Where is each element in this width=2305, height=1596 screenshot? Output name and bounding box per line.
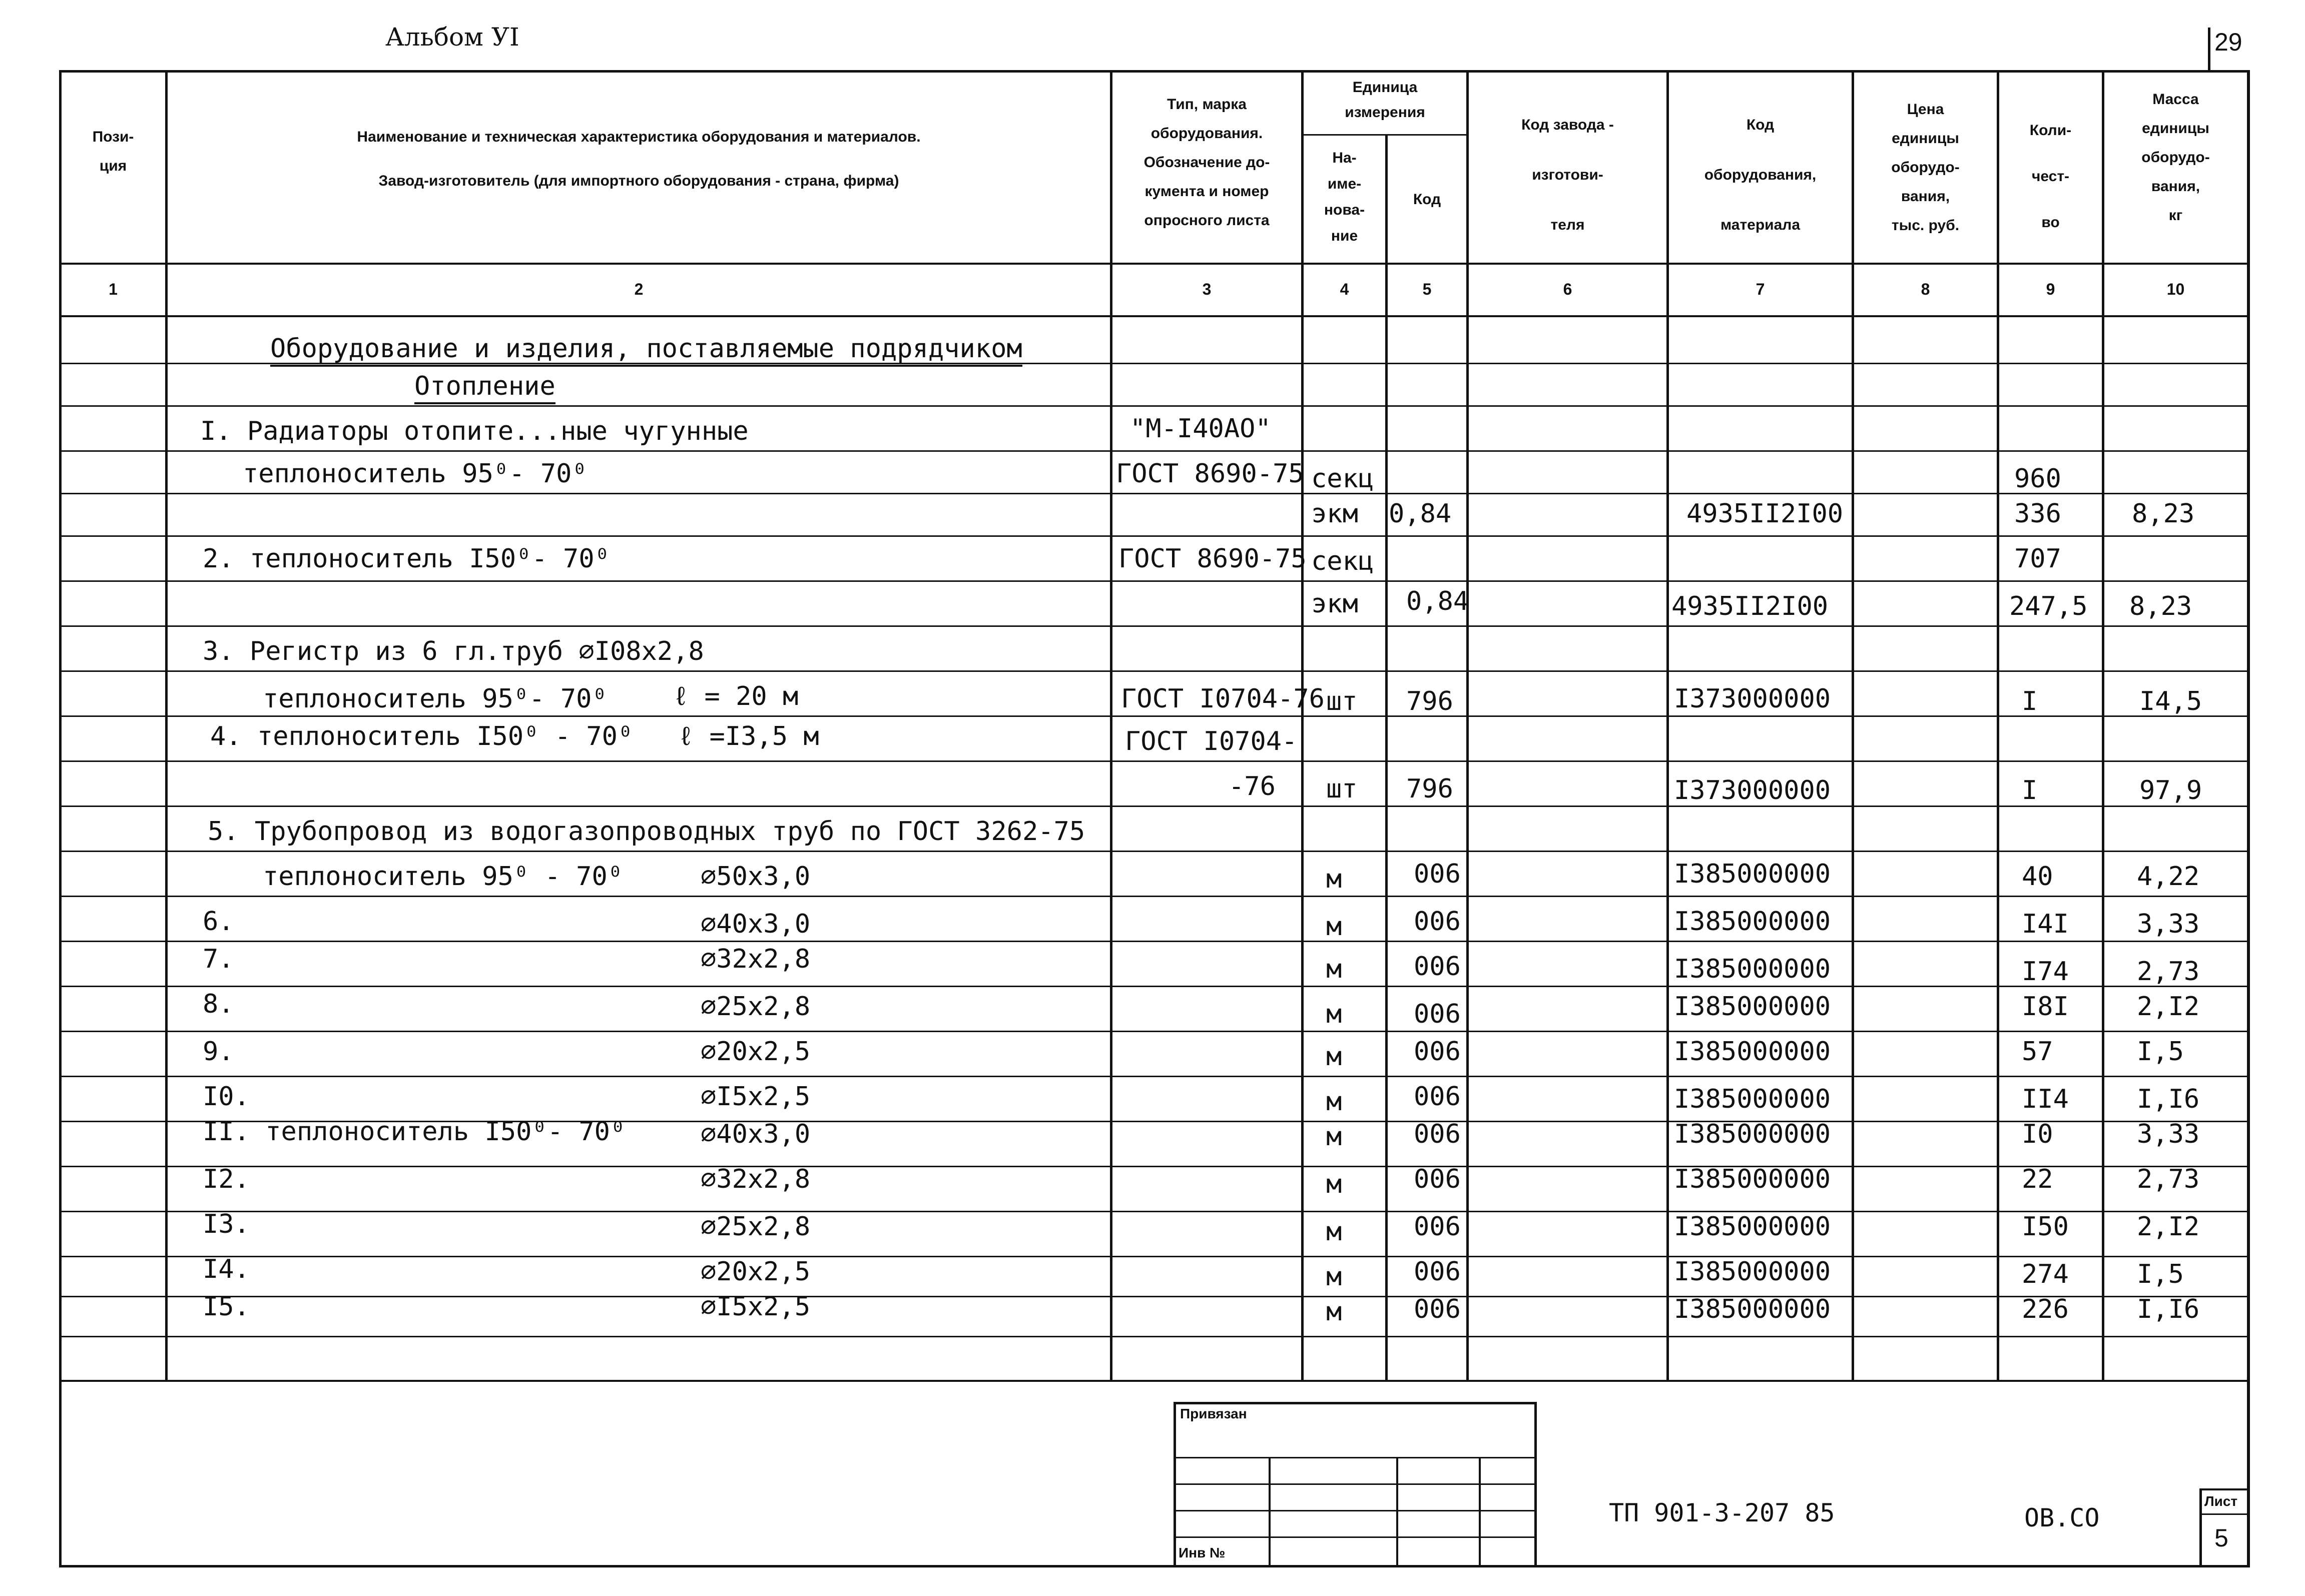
row-material: I385000000 <box>1674 1212 1831 1242</box>
row-unit: м <box>1326 1087 1342 1117</box>
header-name: Наименование и техническая характеристика оборудования и материалов. <box>357 129 921 145</box>
row-name: 5. Трубопровод из водогазопроводных труб по ГОСТ 3262-75 <box>208 817 1085 847</box>
header-price-5: тыс. руб. <box>1891 217 1960 234</box>
row-unit: м <box>1326 1042 1342 1072</box>
row-name: I0. <box>203 1082 250 1112</box>
header-unit-name-2: име- <box>1327 176 1362 192</box>
row-qty: I <box>2022 775 2038 806</box>
row-code: 0,84 <box>1406 586 1469 616</box>
row-mass: 3,33 <box>2137 1119 2200 1149</box>
row-name: I5. <box>203 1292 250 1322</box>
row-extra: ∅25x2,8 <box>701 992 811 1022</box>
row-qty: I0 <box>2022 1119 2053 1149</box>
row-name: 6. <box>203 907 234 937</box>
row-type: ГОСТ I0704-76 <box>1121 684 1325 714</box>
row-unit: м <box>1326 1169 1342 1199</box>
header-plant-code: Код завода - <box>1521 117 1614 133</box>
header-quantity-2: чест- <box>2031 168 2070 185</box>
row-code: 0,84 <box>1389 499 1452 529</box>
header-mass-4: вания, <box>2151 178 2200 195</box>
row-code: 006 <box>1414 1119 1461 1149</box>
row-qty: 707 <box>2014 544 2061 574</box>
row-code: 006 <box>1414 952 1461 982</box>
row-name: 9. <box>203 1037 234 1067</box>
row-qty: I50 <box>2022 1212 2069 1242</box>
row-code: 006 <box>1414 1257 1461 1287</box>
header-unit-code: Код <box>1413 191 1441 208</box>
row-name: теплоноситель 95⁰- 70⁰ <box>263 684 608 714</box>
row-name: теплоноситель 95⁰ - 70⁰ <box>263 862 624 892</box>
colnum-9: 9 <box>2046 280 2055 298</box>
row-qty: II4 <box>2022 1084 2069 1114</box>
colnum-5: 5 <box>1422 280 1432 298</box>
row-code: 006 <box>1414 1164 1461 1194</box>
row-qty: I4I <box>2022 909 2069 939</box>
row-type: "М-I40АО" <box>1130 414 1271 444</box>
header-mass-3: оборудо- <box>2141 149 2210 166</box>
header-material-code-2: оборудования, <box>1704 167 1817 183</box>
colnum-7: 7 <box>1756 280 1765 298</box>
colnum-10: 10 <box>2166 280 2185 298</box>
subsection-heading: Отопление <box>414 370 555 404</box>
header-price-3: оборудо- <box>1891 159 1960 176</box>
row-material: I385000000 <box>1674 1164 1831 1194</box>
row-unit: м <box>1326 999 1342 1029</box>
row-code: 006 <box>1414 999 1461 1029</box>
row-extra: ∅40x3,0 <box>701 909 811 939</box>
header-plant-code-2: изготови- <box>1532 167 1603 183</box>
row-material: I385000000 <box>1674 907 1831 937</box>
row-mass: 2,73 <box>2137 1164 2200 1194</box>
colnum-3: 3 <box>1202 280 1212 298</box>
row-qty: 22 <box>2022 1164 2053 1194</box>
header-unit-name-4: ние <box>1331 228 1358 244</box>
row-unit: секц <box>1311 464 1374 494</box>
row-mass: 2,I2 <box>2137 992 2200 1022</box>
header-position: Пози- <box>92 129 134 145</box>
row-mass: I,I6 <box>2137 1084 2200 1114</box>
row-material: I385000000 <box>1674 859 1831 889</box>
row-extra: ∅40x3,0 <box>701 1119 811 1149</box>
header-price-4: вания, <box>1901 188 1950 205</box>
row-material: I385000000 <box>1674 1119 1831 1149</box>
row-material: I373000000 <box>1674 775 1831 806</box>
document-code: ТП 901-3-207 85 <box>1609 1498 1835 1527</box>
row-mass: 97,9 <box>2139 775 2202 806</box>
row-qty: 57 <box>2022 1037 2053 1067</box>
row-mass: I,I6 <box>2137 1294 2200 1324</box>
header-unit-group-2: измерения <box>1345 104 1425 121</box>
row-extra: ∅I5x2,5 <box>701 1082 811 1112</box>
row-material: I385000000 <box>1674 954 1831 984</box>
row-code: 006 <box>1414 1037 1461 1067</box>
header-unit-group: Единица <box>1352 79 1418 96</box>
row-name: I4. <box>203 1254 250 1284</box>
header-price: Цена <box>1907 101 1944 118</box>
row-unit: м <box>1326 954 1342 984</box>
row-name: 3. Регистр из 6 гл.труб ∅I08x2,8 <box>203 636 704 666</box>
row-material: I385000000 <box>1674 992 1831 1022</box>
header-unit-name: На- <box>1332 150 1357 166</box>
row-extra: ℓ = 20 м <box>673 681 799 711</box>
row-code: 796 <box>1406 686 1453 716</box>
row-unit: м <box>1326 1262 1342 1292</box>
album-title: Альбом УI <box>385 23 519 52</box>
row-mass: 8,23 <box>2132 499 2195 529</box>
row-code: 006 <box>1414 859 1461 889</box>
header-type-1: Тип, марка <box>1167 96 1247 113</box>
row-qty: 226 <box>2022 1294 2069 1324</box>
row-mass: 4,22 <box>2137 862 2200 892</box>
row-extra: ∅20x2,5 <box>701 1257 811 1287</box>
row-qty: 960 <box>2014 464 2061 494</box>
row-mass: I,5 <box>2137 1037 2184 1067</box>
row-name: теплоноситель 95⁰- 70⁰ <box>243 459 588 489</box>
row-type: ГОСТ 8690-75 <box>1118 544 1307 574</box>
row-mass: 2,73 <box>2137 957 2200 987</box>
row-material: I385000000 <box>1674 1037 1831 1067</box>
row-unit: м <box>1326 864 1342 894</box>
row-type: ГОСТ I0704- <box>1125 726 1298 756</box>
colnum-6: 6 <box>1563 280 1572 298</box>
row-mass: 8,23 <box>2129 591 2192 621</box>
row-qty: I74 <box>2022 957 2069 987</box>
inv-label: Инв № <box>1179 1545 1226 1560</box>
row-extra: ∅32x2,8 <box>701 944 811 974</box>
row-code: 006 <box>1414 1294 1461 1324</box>
row-material: 4935II2I00 <box>1686 499 1844 529</box>
sheet-number: 5 <box>2214 1524 2228 1552</box>
page-number: 29 <box>2214 28 2242 56</box>
section-heading: Оборудование и изделия, поставляемые подрядчиком <box>270 333 1022 367</box>
row-extra: ℓ =I3,5 м <box>678 721 819 751</box>
row-name: 4. теплоноситель I50⁰ - 70⁰ <box>210 721 634 751</box>
row-extra: ∅50x3,0 <box>701 862 811 892</box>
colnum-1: 1 <box>109 280 118 298</box>
colnum-8: 8 <box>1921 280 1930 298</box>
row-qty: 247,5 <box>2009 591 2088 621</box>
row-name: 2. теплоноситель I50⁰- 70⁰ <box>203 544 610 574</box>
header-type-5: опросного листа <box>1144 212 1270 229</box>
row-name: II. теплоноситель I50⁰- 70⁰ <box>203 1117 626 1147</box>
header-type-2: оборудования. <box>1150 125 1263 142</box>
row-extra: ∅32x2,8 <box>701 1164 811 1194</box>
row-code: 006 <box>1414 907 1461 937</box>
row-code: 006 <box>1414 1082 1461 1112</box>
header-quantity: Коли- <box>2029 122 2072 139</box>
row-material: I385000000 <box>1674 1084 1831 1114</box>
header-mass: Масса <box>2152 91 2199 108</box>
row-mass: I4,5 <box>2139 686 2202 716</box>
row-mass: I,5 <box>2137 1259 2184 1289</box>
row-unit: м <box>1326 1297 1342 1327</box>
row-material: I373000000 <box>1674 684 1831 714</box>
row-type: ГОСТ 8690-75 <box>1116 459 1304 489</box>
row-extra: ∅20x2,5 <box>701 1037 811 1067</box>
row-name: I2. <box>203 1164 250 1194</box>
row-type: -76 <box>1229 771 1276 802</box>
header-position-2: ция <box>99 158 127 174</box>
row-qty: I <box>2022 686 2038 716</box>
row-unit: м <box>1326 1217 1342 1247</box>
row-unit: экм <box>1311 499 1358 529</box>
header-price-2: единицы <box>1892 130 1959 147</box>
row-material: I385000000 <box>1674 1294 1831 1324</box>
header-material-code: Код <box>1746 117 1775 133</box>
row-unit: м <box>1326 912 1342 942</box>
row-unit: шт <box>1326 774 1358 804</box>
colnum-2: 2 <box>634 280 644 298</box>
row-qty: I8I <box>2022 992 2069 1022</box>
row-unit: секц <box>1311 546 1374 576</box>
row-name: I. Радиаторы отопите...ные чугунные <box>200 416 749 446</box>
header-material-code-3: материала <box>1720 217 1801 233</box>
header-mass-2: единицы <box>2142 120 2209 137</box>
row-unit: м <box>1326 1122 1342 1152</box>
row-extra: ∅25x2,8 <box>701 1212 811 1242</box>
header-mass-5: кг <box>2168 207 2183 224</box>
header-unit-name-3: нова- <box>1324 202 1365 218</box>
row-mass: 2,I2 <box>2137 1212 2200 1242</box>
sheet-label: Лист <box>2204 1493 2238 1509</box>
row-name: I3. <box>203 1209 250 1239</box>
row-material: I385000000 <box>1674 1257 1831 1287</box>
header-plant-code-3: теля <box>1550 217 1585 233</box>
row-qty: 274 <box>2022 1259 2069 1289</box>
header-type-3: Обозначение до- <box>1143 154 1270 171</box>
row-mass: 3,33 <box>2137 909 2200 939</box>
row-qty: 40 <box>2022 862 2053 892</box>
row-code: 006 <box>1414 1212 1461 1242</box>
row-name: 8. <box>203 989 234 1019</box>
row-unit: шт <box>1326 686 1358 716</box>
row-qty: 336 <box>2014 499 2061 529</box>
row-extra: ∅I5x2,5 <box>701 1292 811 1322</box>
colnum-4: 4 <box>1340 280 1349 298</box>
header-manufacturer: Завод-изготовитель (для импортного оборудования - страна, фирма) <box>378 173 899 189</box>
header-quantity-3: во <box>2041 214 2060 231</box>
section-code: ОВ.СО <box>2024 1503 2100 1532</box>
row-name: 7. <box>203 944 234 974</box>
row-code: 796 <box>1406 774 1453 804</box>
row-material: 4935II2I00 <box>1671 591 1829 621</box>
row-unit: экм <box>1311 589 1358 619</box>
header-type-4: кумента и номер <box>1144 183 1269 200</box>
tied-label: Привязан <box>1180 1406 1247 1421</box>
